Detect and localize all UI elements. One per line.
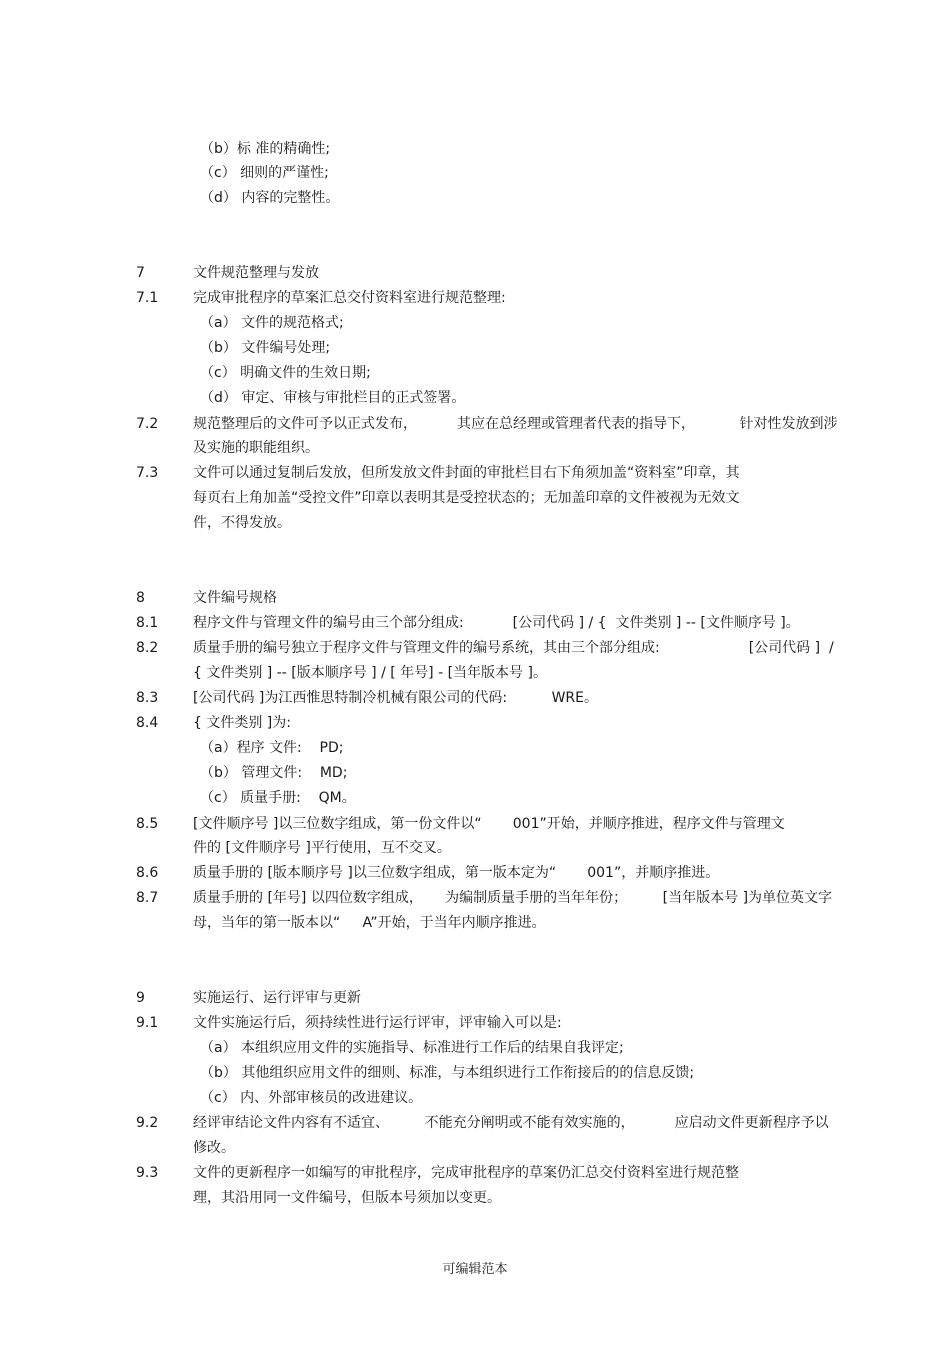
clause-7-1: 7.1 完成审批程序的草案汇总交付资料室进行规范整理:: [136, 290, 506, 306]
section-number: 9: [136, 990, 145, 1006]
list-item: （a）程序 文件: PD;: [200, 740, 344, 756]
section-number: 8: [136, 590, 145, 606]
clause-9-2-cont: 修改。: [193, 1140, 235, 1156]
section-title: 实施运行、运行评审与更新: [193, 990, 361, 1006]
clause-7-2: 7.2 规范整理后的文件可予以正式发布， 其应在总经理或管理者代表的指导下， 针对性发放到涉: [136, 416, 838, 432]
clause-9-2: 9.2 经评审结论文件内容有不适宜、 不能充分阐明或不能有效实施的， 应启动文件更新程序予以: [136, 1115, 829, 1131]
clause-9-3-cont: 理，其沿用同一文件编号，但版本号须加以变更。: [193, 1190, 501, 1206]
clause-7-2-cont: 及实施的职能组织。: [193, 440, 319, 456]
page-footer: 可编辑范本: [442, 1262, 508, 1277]
clause-8-5-cont: 件的 [文件顺序号 ]平行使用，互不交叉。: [193, 840, 451, 856]
clause-9-1: 9.1 文件实施运行后，须持续性进行运行评审，评审输入可以是:: [136, 1015, 562, 1031]
clause-9-3: 9.3 文件的更新程序一如编写的审批程序，完成审批程序的草案仍汇总交付资料室进行规范整: [136, 1165, 739, 1181]
section-heading-9: [0, 987, 950, 1009]
clause-8-1: 8.1 程序文件与管理文件的编号由三个部分组成: [公司代码 ] / { 文件类别 ] -- [文件顺序号 ]。: [136, 615, 800, 631]
clause-8-2-cont: { 文件类别 ] -- [版本顺序号 ] / [ 年号] - [当年版本号 ]。: [193, 665, 547, 681]
clause-7-3: 7.3 文件可以通过复制后发放，但所发放文件封面的审批栏目右下角须加盖“资料室”印章，其: [136, 465, 740, 481]
list-item: （c） 内、外部审核员的改进建议。: [200, 1090, 423, 1106]
clause-8-3: 8.3 [公司代码 ]为江西惟思特制冷机械有限公司的代码: WRE。: [136, 690, 599, 706]
clause-8-7: 8.7 质量手册的 [年号] 以四位数字组成， 为编制质量手册的当年年份； [当年版本号 ]为单位英文字: [136, 890, 833, 906]
section-title: 文件编号规格: [193, 590, 277, 606]
list-item: （a） 本组织应用文件的实施指导、标准进行工作后的结果自我评定;: [200, 1040, 624, 1056]
list-item: （b） 管理文件: MD;: [200, 765, 348, 781]
section-heading-8: [0, 587, 950, 609]
clause-7-3-cont: 每页右上角加盖“受控文件”印章以表明其是受控状态的；无加盖印章的文件被视为无效文: [193, 490, 740, 506]
section-number: 7: [136, 265, 145, 281]
clause-8-6: 8.6 质量手册的 [版本顺序号 ]以三位数字组成，第一版本定为“ 001”，并顺序推进。: [136, 865, 720, 881]
list-item: （d） 审定、审核与审批栏目的正式签署。: [200, 390, 466, 406]
clause-8-2: 8.2 质量手册的编号独立于程序文件与管理文件的编号系统，其由三个部分组成: [公司代码 ] /: [136, 640, 834, 656]
clause-8-4: 8.4 { 文件类别 ]为:: [136, 715, 291, 731]
section-title: 文件规范整理与发放: [193, 265, 319, 281]
list-item: （c） 质量手册: QM。: [200, 790, 356, 806]
clause-7-3-cont: 件，不得发放。: [193, 515, 291, 531]
section-heading-7: [0, 262, 950, 284]
list-item: （c） 细则的严谨性;: [200, 165, 329, 181]
clause-8-7-cont: 母，当年的第一版本以“ A”开始，于当年内顺序推进。: [193, 915, 546, 931]
list-item: （c） 明确文件的生效日期;: [200, 365, 371, 381]
list-item: （b） 其他组织应用文件的细则、标准，与本组织进行工作衔接后的的信息反馈;: [200, 1065, 695, 1081]
list-item: （d） 内容的完整性。: [200, 190, 340, 206]
list-item: （b）标 准的精确性;: [200, 141, 331, 157]
list-item: （a） 文件的规范格式;: [200, 315, 344, 331]
clause-8-5: 8.5 [文件顺序号 ]以三位数字组成，第一份文件以“ 001”开始，并顺序推进，程序文件与管理文: [136, 816, 785, 832]
list-item: （b） 文件编号处理;: [200, 340, 331, 356]
